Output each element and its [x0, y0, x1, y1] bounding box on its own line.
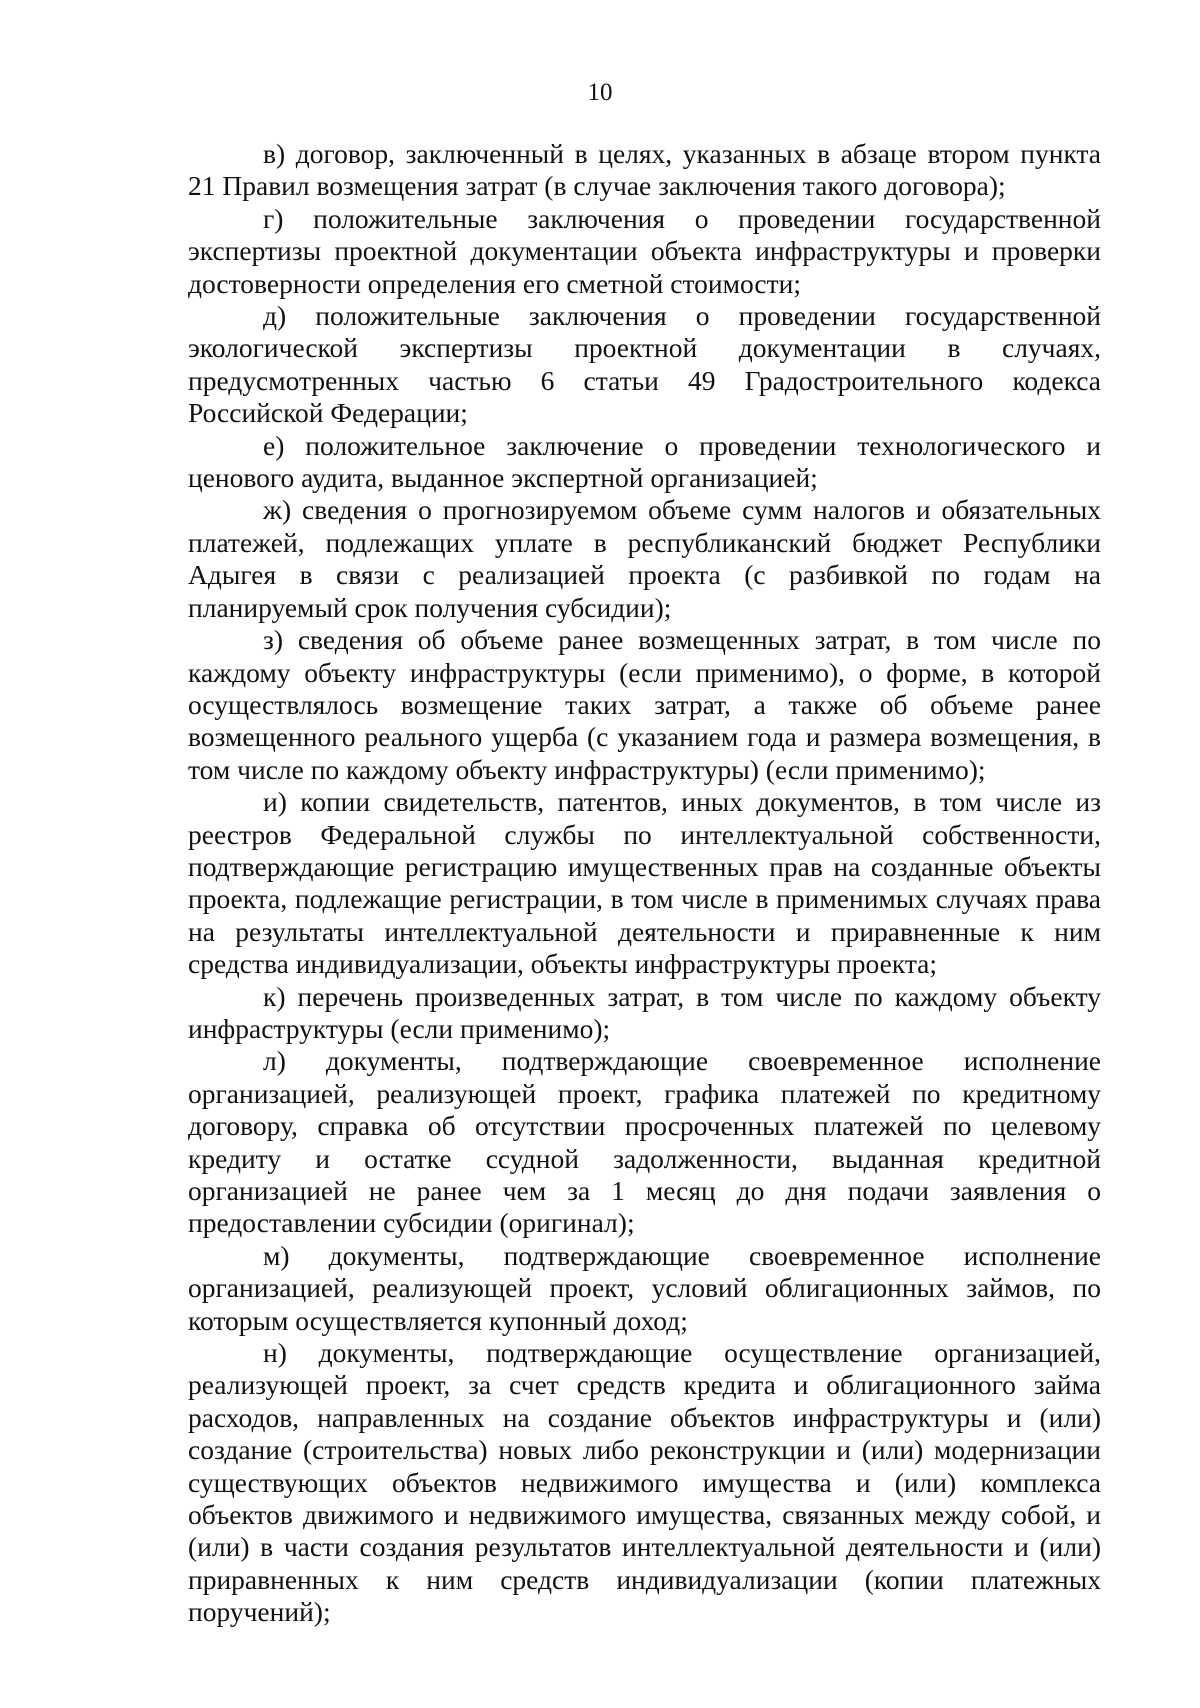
- list-item-zh: ж) сведения о прогнозируемом объеме сумм налогов и обязательных платежей, подлежащих уплате в республиканский бюджет Республики Адыгея в связи с реализацией проекта (с разбивкой по годам на планируемый срок получения субсидии);: [188, 494, 1101, 623]
- list-item-k: к) перечень произведенных затрат, в том числе по каждому объекту инфраструктуры (если применимо);: [188, 980, 1101, 1044]
- list-item-l: л) документы, подтверждающие своевременное исполнение организацией, реализующей проект, графика платежей по кредитному договору, справка об отсутствии просроченных платежей по целевому кредиту и остатке ссудной задолженности, выданная кредитной организацией не ранее чем за 1 месяц до дня подачи заявления о предоставлении субсидии (оригинал);: [188, 1045, 1101, 1239]
- list-item-z: з) сведения об объеме ранее возмещенных затрат, в том числе по каждому объекту инфраструктуры (если применимо), о форме, в которой осуществлялось возмещение таких затрат, а также об объеме ранее возмещенного реального ущерба (с указанием года и размера возмещения, в том числе по каждому объекту инфраструктуры) (если применимо);: [188, 624, 1101, 785]
- list-item-n: н) документы, подтверждающие осуществление организацией, реализующей проект, за счет средств кредита и облигационного займа расходов, направленных на создание объектов инфраструктуры и (или) создание (строительства) новых либо реконструкции и (или) модернизации существующих объектов недвижимого имущества и (или) комплекса объектов движимого и недвижимого имущества, связанных между собой, и (или) в части создания результатов интеллектуальной деятельности и (или) приравненных к ним средств индивидуализации (копии платежных поручений);: [188, 1337, 1101, 1628]
- list-item-e: е) положительное заключение о проведении технологического и ценового аудита, выданное экспертной организацией;: [188, 429, 1101, 494]
- list-item-g: г) положительные заключения о проведении государственной экспертизы проектной документации объекта инфраструктуры и проверки достоверности определения его сметной стоимости;: [188, 202, 1101, 299]
- page-number: 10: [587, 79, 613, 106]
- list-item-m: м) документы, подтверждающие своевременное исполнение организацией, реализующей проект, условий облигационных займов, по которым осуществляется купонный доход;: [188, 1239, 1101, 1336]
- document-body: [188, 138, 1101, 1629]
- list-item-i: и) копии свидетельств, патентов, иных документов, в том числе из реестров Федеральной службы по интеллектуальной собственности, подтверждающие регистрацию имущественных прав на созданные объекты проекта, подлежащие регистрации, в том числе в применимых случаях права на результаты интеллектуальной деятельности и приравненные к ним средства индивидуализации, объекты инфраструктуры проекта;: [188, 786, 1101, 980]
- list-item-d: д) положительные заключения о проведении государственной экологической экспертизы проектной документации в случаях, предусмотренных частью 6 статьи 49 Градостроительного кодекса Российской Федерации;: [188, 300, 1101, 429]
- list-item-v: в) договор, заключенный в целях, указанных в абзаце втором пункта 21 Правил возмещения затрат (в случае заключения такого договора);: [188, 138, 1101, 202]
